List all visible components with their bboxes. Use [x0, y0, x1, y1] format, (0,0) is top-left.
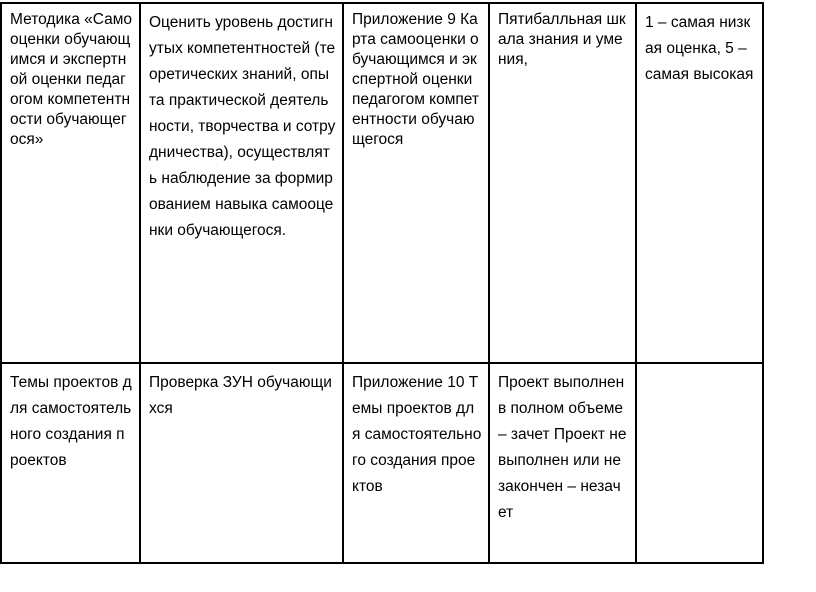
table-cell: Пятибалльная шкала знания и умения, — [489, 3, 636, 363]
table-cell: Проект выполнен в полном объеме – зачет Проект не выполнен или не закончен – незачет — [489, 363, 636, 563]
table-cell: Проверка ЗУН обучающихся — [140, 363, 343, 563]
table-cell: Приложение 10 Темы проектов для самостоятельного создания проектов — [343, 363, 489, 563]
table-row — [1, 363, 763, 563]
table-cell: Методика «Самооценки обучающимся и экспертной оценки педагогом компетентности обучающегося» — [1, 3, 140, 363]
table-cell: Оценить уровень достигнутых компетентностей (теоретических знаний, опыта практической деятельности, творчества и сотрудничества), осуществлять наблюдение за формированием навыка самооценки обучающегося. — [140, 3, 343, 363]
methods-table — [0, 2, 764, 564]
table-cell: Приложение 9 Карта самооценки обучающимся и экспертной оценки педагогом компетентности обучающегося — [343, 3, 489, 363]
table-row — [1, 3, 763, 363]
table-cell: Темы проектов для самостоятельного создания проектов — [1, 363, 140, 563]
table-cell: 1 – самая низкая оценка, 5 – самая высокая — [636, 3, 763, 363]
table-cell — [636, 363, 763, 563]
